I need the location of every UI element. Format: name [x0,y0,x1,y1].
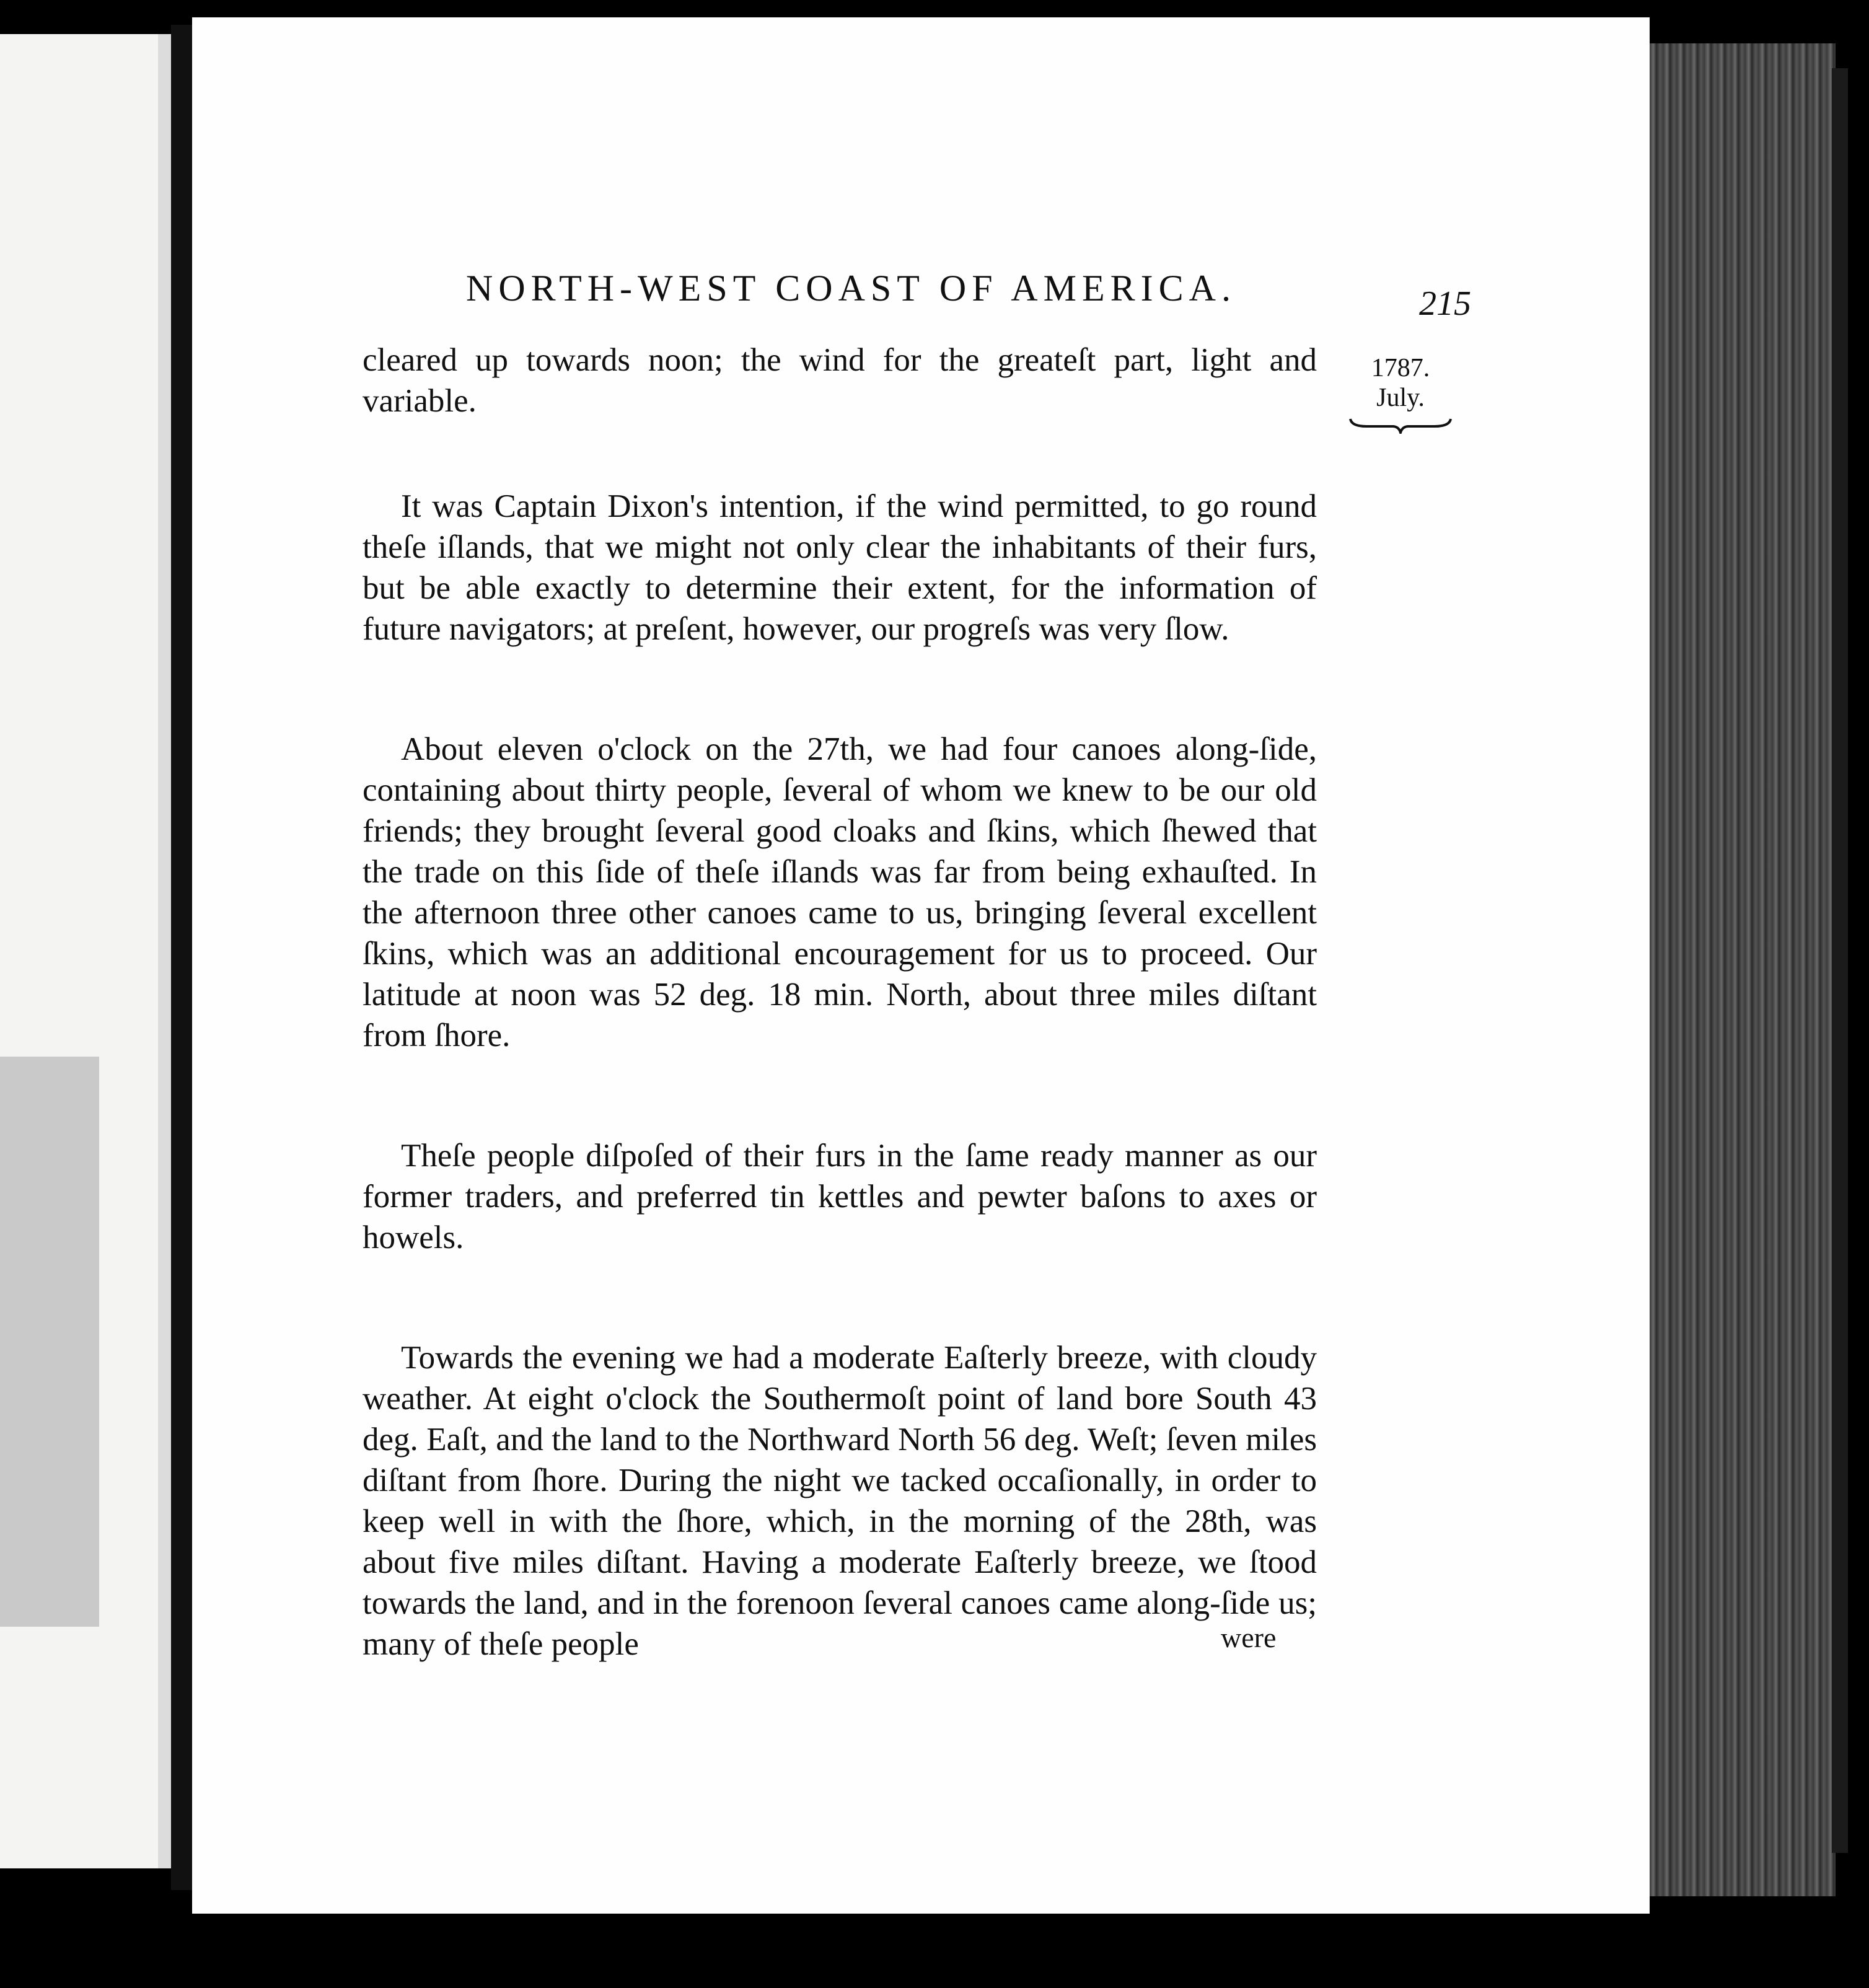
paragraph-4: Theſe people diſpoſed of their furs in the ſame ready manner as our former traders, and preferred tin kettles and pewter baſons to axes or howels. [363,1138,1317,1256]
paragraph-1: cleared up towards noon; the wind for the greateſt part, light and variable. [363,342,1317,419]
paragraph-3: About eleven o'clock on the 27th, we had four canoes along-ſide, containing about thirty people, ſeveral of whom we knew to be our old friends; they brought ſeveral good cloaks and ſkins, which ſhewed that the trade on this ſide of theſe iſlands was far from being exhauſted. In the afternoon three other canoes came to us, bringing ſeveral excellent ſkins, which was an additional encouragement for us to proceed. Our latitude at noon was 52 deg. 18 min. North, about three miles diſtant from ſhore. [363,731,1317,1053]
page-edges [1650,43,1836,1896]
margin-note-month: July. [1376,384,1425,412]
catchword: were [1221,1622,1277,1653]
facing-page [0,34,171,1868]
facing-page-fold [158,34,171,1868]
page-number: 215 [1419,284,1471,323]
margin-note-year: 1787. [1371,354,1430,382]
page-edges-outer [1832,68,1848,1853]
margin-note [1345,353,1456,434]
book-gutter [171,25,192,1890]
paragraph-5: Towards the evening we had a moderate Eaſterly breeze, with cloudy weather. At eight o'clock the Southermoſt point of land bore South 43 deg. Eaſt, and the land to the Northward North 56 deg. Weſt; ſeven miles diſtant from ſhore. During the night we tacked occaſionally, in order to keep well in with the ſhore, which, in the morning of the 28th, was about five miles diſtant. Having a moderate Eaſterly breeze, we ſtood towards the land, and in the forenoon ſeveral canoes came along-ſide us; many of theſe people [363,1340,1317,1662]
paragraph-2: It was Captain Dixon's intention, if the wind permitted, to go round theſe iſlands, that we might not only clear the inhabitants of their furs, but be able exactly to determine their extent, for the information of future navigators; at preſent, however, our progreſs was very ſlow. [363,488,1317,647]
brace-icon [1348,415,1453,434]
facing-page-shadow [0,1057,99,1627]
running-title: NORTH-WEST COAST OF AMERICA. [466,268,1236,309]
body-text [363,340,1317,1744]
